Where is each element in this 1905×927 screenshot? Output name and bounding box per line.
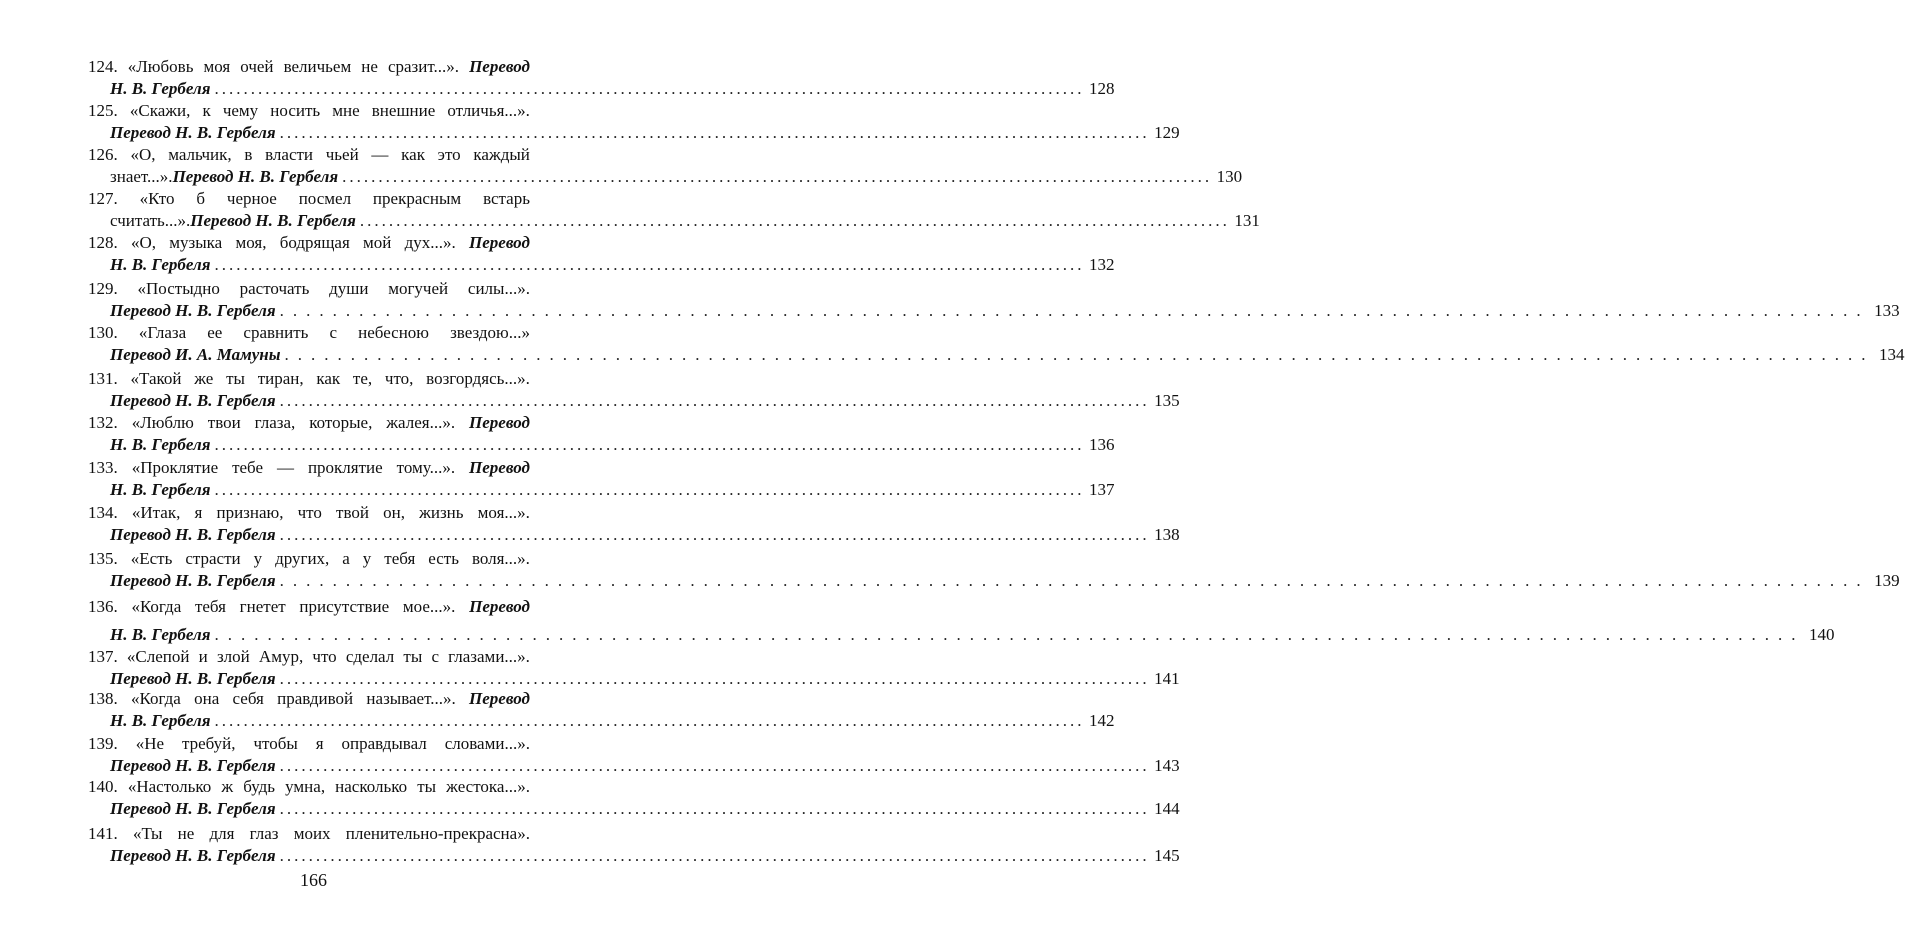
word: сравнить — [243, 323, 309, 342]
toc-entry — [88, 823, 1180, 867]
word: «Ты — [132, 824, 163, 843]
word: к — [202, 101, 211, 120]
page-ref: 136 — [1088, 435, 1115, 454]
entry-title-line — [88, 776, 530, 798]
entry-author-line — [88, 300, 1900, 322]
word: оправдывал — [341, 734, 427, 753]
word: требуй, — [181, 734, 236, 753]
page-ref: 139 — [1874, 571, 1900, 590]
toc-entry — [88, 144, 1243, 188]
page-ref: 132 — [1088, 255, 1115, 274]
word: признаю, — [216, 503, 284, 522]
word: «Итак, — [131, 503, 181, 522]
word: в — [244, 145, 253, 164]
word: 133. — [88, 458, 118, 477]
word: «Не — [135, 734, 165, 753]
word: ты — [417, 777, 437, 796]
toc-entry — [88, 278, 1900, 322]
word: страсти — [185, 549, 241, 568]
translator: Перевод И. А. Мамуны — [110, 345, 281, 364]
word: — — [371, 145, 389, 164]
translator: Перевод Н. В. Гербеля — [110, 123, 276, 142]
word: сделал — [345, 647, 395, 666]
toc-entry — [88, 457, 1115, 501]
entry-title-line — [88, 457, 530, 479]
word: 131. — [88, 369, 118, 388]
translator: Перевод Н. В. Гербеля — [110, 301, 276, 320]
page-ref: 135 — [1154, 391, 1180, 410]
word: «Кто — [139, 189, 175, 208]
page-ref: 144 — [1154, 799, 1180, 818]
leader-dots: ........................................................................................................................ — [214, 435, 1085, 454]
word: у — [253, 549, 263, 568]
leader-dots: ........................................................................................................................ — [214, 79, 1085, 98]
word: я — [315, 734, 324, 753]
word: 139. — [88, 734, 118, 753]
word: я — [194, 503, 203, 522]
word: души — [329, 279, 369, 298]
page-ref: 129 — [1154, 123, 1180, 142]
leader-dots: ........................................................................................................................ — [279, 123, 1150, 142]
word: моя...». — [477, 503, 530, 522]
translator: Перевод Н. В. Гербеля — [172, 167, 339, 186]
entry-title-line — [88, 688, 530, 710]
leader-dots: ........................................................................................................................ — [279, 301, 1870, 320]
translator: Н. В. Гербеля — [110, 480, 211, 499]
word: мое...». — [402, 597, 456, 616]
leader-dots: ........................................................................................................................ — [359, 211, 1230, 230]
entry-title-line — [88, 322, 530, 344]
word: «Настолько — [127, 777, 212, 796]
word: не — [361, 57, 378, 76]
word: Перевод — [469, 57, 530, 76]
word: присутствие — [299, 597, 390, 616]
word: — — [276, 458, 294, 477]
word: жалея...». — [386, 413, 456, 432]
word: «Люблю — [131, 413, 194, 432]
translator: Перевод Н. В. Гербеля — [110, 391, 276, 410]
entry-author-line — [88, 798, 1180, 820]
page-ref: 141 — [1154, 669, 1180, 688]
word: бодрящая — [279, 233, 350, 252]
word: 136. — [88, 597, 118, 616]
translator: Перевод Н. В. Гербеля — [190, 211, 356, 230]
word: каждый — [473, 145, 530, 164]
word: и — [198, 647, 208, 666]
entry-author-line — [88, 122, 1180, 144]
word: с — [329, 323, 338, 342]
word: дух...». — [404, 233, 456, 252]
word: что, — [384, 369, 414, 388]
word: что — [297, 503, 322, 522]
word: 130. — [88, 323, 118, 342]
entry-author-line — [88, 570, 1900, 592]
entry-title-line — [88, 368, 530, 390]
toc-entry — [88, 596, 1835, 646]
entry-title-tail: знает...». — [110, 167, 173, 186]
word: чтобы — [253, 734, 298, 753]
word: расточать — [239, 279, 310, 298]
entry-author-line — [88, 390, 1180, 412]
entry-author-line — [88, 845, 1180, 867]
entry-author-line — [88, 344, 1905, 366]
toc-entry — [88, 646, 1180, 690]
translator: Перевод Н. В. Гербеля — [110, 799, 276, 818]
word: словами...». — [444, 734, 530, 753]
toc-entry — [88, 688, 1115, 732]
entry-title-line — [88, 232, 530, 254]
translator: Н. В. Гербеля — [110, 79, 211, 98]
toc-entry — [88, 56, 1115, 100]
word: силы...». — [467, 279, 530, 298]
word: ее — [207, 323, 223, 342]
translator: Н. В. Гербеля — [110, 435, 211, 454]
word: глаз — [249, 824, 279, 843]
word: Перевод — [469, 689, 530, 708]
leader-dots: ........................................................................................................................ — [214, 255, 1085, 274]
leader-dots: ........................................................................................................................ — [279, 391, 1150, 410]
word: величьем — [283, 57, 352, 76]
word: музыка — [169, 233, 223, 252]
entry-author-line — [88, 624, 1835, 646]
word: возгордясь...». — [426, 369, 530, 388]
entry-author-line — [88, 479, 1115, 501]
entry-author-line — [88, 210, 1260, 232]
entry-author-line — [88, 668, 1180, 690]
word: 141. — [88, 824, 118, 843]
word: мне — [332, 101, 360, 120]
entry-title-line — [88, 646, 530, 668]
word: 138. — [88, 689, 118, 708]
entry-title-tail: считать...». — [110, 211, 191, 230]
entry-author-line — [88, 166, 1243, 188]
word: чему — [222, 101, 259, 120]
word: власти — [265, 145, 314, 164]
word: встарь — [483, 189, 530, 208]
word: 129. — [88, 279, 118, 298]
word: 125. — [88, 101, 118, 120]
toc-entry — [88, 502, 1180, 546]
word: как — [401, 145, 425, 164]
word: же — [194, 369, 214, 388]
word: не — [177, 824, 195, 843]
word: могучей — [388, 279, 449, 298]
leader-dots: ........................................................................................................................ — [279, 571, 1870, 590]
page-ref: 143 — [1154, 756, 1180, 775]
entry-author-line — [88, 755, 1180, 777]
word: б — [196, 189, 206, 208]
word: с — [431, 647, 439, 666]
word: тебе — [232, 458, 264, 477]
entry-author-line — [88, 710, 1115, 732]
leader-dots: ........................................................................................................................ — [279, 525, 1150, 544]
entry-title-line — [88, 548, 530, 570]
word: «О, — [130, 233, 157, 252]
page-ref: 142 — [1088, 711, 1115, 730]
word: это — [437, 145, 461, 164]
toc-entry — [88, 412, 1115, 456]
word: «Глаза — [138, 323, 187, 342]
word: «Скажи, — [129, 101, 191, 120]
word: моих — [293, 824, 331, 843]
word: называет...». — [366, 689, 456, 708]
word: мальчик, — [168, 145, 232, 164]
word: которые, — [309, 413, 373, 432]
leader-dots: ........................................................................................................................ — [214, 625, 1805, 644]
word: правдивой — [277, 689, 354, 708]
word: для — [209, 824, 235, 843]
word: тому...». — [396, 458, 456, 477]
entry-title-line — [88, 100, 530, 122]
word: пленительно-прекрасна». — [345, 824, 530, 843]
entry-title-line — [88, 823, 530, 845]
word: 126. — [88, 145, 118, 164]
word: себя — [232, 689, 264, 708]
word: 124. — [88, 57, 118, 76]
word: 132. — [88, 413, 118, 432]
word: внешние — [371, 101, 436, 120]
word: небесною — [358, 323, 430, 342]
word: у — [362, 549, 372, 568]
entry-author-line — [88, 78, 1115, 100]
page-ref: 131 — [1234, 211, 1260, 230]
toc-entry — [88, 232, 1115, 276]
word: моя, — [235, 233, 267, 252]
entry-title-line — [88, 412, 530, 434]
word: других, — [275, 549, 330, 568]
entry-title-line — [88, 596, 530, 618]
word: «Постыдно — [137, 279, 220, 298]
leader-dots: ........................................................................................................................ — [279, 756, 1150, 775]
word: «Слепой — [126, 647, 190, 666]
word: Перевод — [469, 233, 530, 252]
toc-entry — [88, 368, 1180, 412]
toc-entry — [88, 322, 1905, 366]
word: умна, — [285, 777, 326, 796]
word: есть — [428, 549, 459, 568]
word: 128. — [88, 233, 118, 252]
translator: Перевод Н. В. Гербеля — [110, 669, 276, 688]
page-ref: 130 — [1216, 167, 1243, 186]
entry-title-line — [88, 278, 530, 300]
toc-entry — [88, 548, 1900, 592]
translator: Перевод Н. В. Гербеля — [110, 571, 276, 590]
leader-dots: ........................................................................................................................ — [214, 480, 1085, 499]
toc-entry — [88, 100, 1180, 144]
word: звездою...» — [450, 323, 530, 342]
word: Амур, — [258, 647, 304, 666]
word: тебя — [194, 597, 226, 616]
leader-dots: ........................................................................................................................ — [279, 669, 1150, 688]
word: 134. — [88, 503, 118, 522]
word: она — [194, 689, 220, 708]
page-ref: 133 — [1874, 301, 1900, 320]
translator: Перевод Н. В. Гербеля — [110, 525, 276, 544]
word: «Такой — [130, 369, 182, 388]
word: ты — [403, 647, 423, 666]
word: моя — [203, 57, 231, 76]
word: как — [316, 369, 341, 388]
word: будь — [243, 777, 276, 796]
entry-author-line — [88, 434, 1115, 456]
translator: Н. В. Гербеля — [110, 711, 211, 730]
word: ты — [226, 369, 245, 388]
entry-title-line — [88, 144, 530, 166]
word: 135. — [88, 549, 118, 568]
word: черное — [226, 189, 277, 208]
word: сразит...». — [387, 57, 460, 76]
entry-author-line — [88, 254, 1115, 276]
word: «Когда — [131, 597, 182, 616]
word: «Есть — [130, 549, 173, 568]
word: прекрасным — [372, 189, 462, 208]
entry-title-line — [88, 188, 530, 210]
page-ref: 134 — [1879, 345, 1905, 364]
word: что — [312, 647, 337, 666]
page-ref: 145 — [1154, 846, 1180, 865]
word: твой — [336, 503, 369, 522]
toc-entry — [88, 776, 1180, 820]
word: тебя — [384, 549, 416, 568]
leader-dots: ........................................................................................................................ — [214, 711, 1085, 730]
word: те, — [352, 369, 373, 388]
word: насколько — [335, 777, 408, 796]
word: жизнь — [419, 503, 464, 522]
word: Перевод — [469, 458, 530, 477]
page-ref: 140 — [1808, 625, 1835, 644]
page-ref: 128 — [1088, 79, 1115, 98]
word: воля...». — [471, 549, 530, 568]
word: Перевод — [469, 413, 530, 432]
page-ref: 137 — [1088, 480, 1115, 499]
word: злой — [216, 647, 250, 666]
word: он, — [383, 503, 405, 522]
word: 137. — [88, 647, 118, 666]
word: 140. — [88, 777, 118, 796]
word: «Когда — [131, 689, 181, 708]
word: Перевод — [469, 597, 530, 616]
word: тиран, — [257, 369, 304, 388]
word: твои — [207, 413, 241, 432]
word: «Проклятие — [131, 458, 219, 477]
toc-entry — [88, 733, 1180, 777]
word: ж — [221, 777, 234, 796]
word: 127. — [88, 189, 118, 208]
word: а — [342, 549, 350, 568]
word: глаза, — [254, 413, 296, 432]
word: чьей — [325, 145, 359, 164]
word: гнетет — [239, 597, 286, 616]
translator: Н. В. Гербеля — [110, 255, 211, 274]
toc-entry — [88, 188, 1260, 232]
page-ref: 138 — [1154, 525, 1180, 544]
translator: Н. В. Гербеля — [110, 625, 211, 644]
word: проклятие — [307, 458, 383, 477]
word: мой — [363, 233, 392, 252]
word: посмел — [298, 189, 352, 208]
leader-dots: ........................................................................................................................ — [284, 345, 1875, 364]
word: «Любовь — [127, 57, 194, 76]
entry-title-line — [88, 733, 530, 755]
leader-dots: ........................................................................................................................ — [279, 846, 1150, 865]
word: «О, — [130, 145, 156, 164]
translator: Перевод Н. В. Гербеля — [110, 846, 276, 865]
leader-dots: ........................................................................................................................ — [279, 799, 1150, 818]
page-number: 166 — [300, 870, 327, 890]
translator: Перевод Н. В. Гербеля — [110, 756, 276, 775]
word: очей — [240, 57, 274, 76]
word: носить — [270, 101, 321, 120]
entry-author-line — [88, 524, 1180, 546]
word: отличья...». — [447, 101, 530, 120]
word: жестока...». — [446, 777, 530, 796]
leader-dots: ........................................................................................................................ — [342, 167, 1213, 186]
entry-title-line — [88, 56, 530, 78]
entry-title-line — [88, 502, 530, 524]
word: глазами...». — [448, 647, 530, 666]
